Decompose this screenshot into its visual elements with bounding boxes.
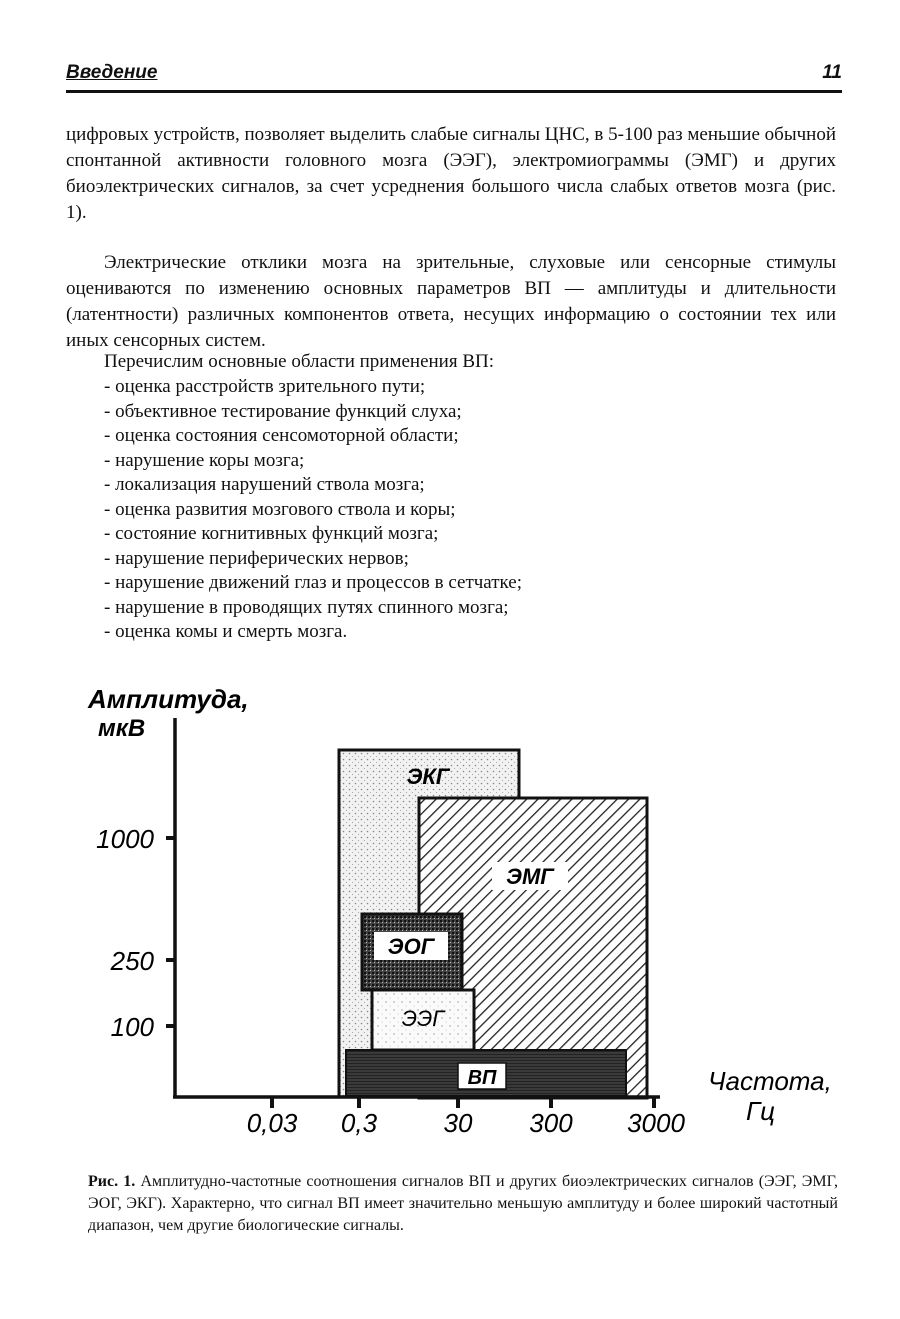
x-tick-label: 30: [443, 1108, 473, 1138]
eog-label: ЭОГ: [387, 934, 435, 959]
list-item: - состояние когнитивных функций мозга;: [104, 522, 522, 547]
x-tick-label: 0,3: [340, 1108, 378, 1138]
list-item: - нарушение в проводящих путях спинного мозга;: [104, 596, 522, 621]
x-axis-unit: Гц: [746, 1096, 776, 1126]
list-item: - оценка состояния сенсомоторной области;: [104, 424, 522, 449]
x-tick-label: 3000: [627, 1108, 685, 1138]
y-axis-label: Амплитуда,: [88, 684, 249, 714]
running-header: [66, 62, 842, 93]
x-tick-label: 0,03: [246, 1108, 298, 1138]
list-item: - оценка расстройств зрительного пути;: [104, 375, 522, 400]
amplitude-frequency-chart: [0, 680, 900, 1160]
list-item: - оценка развития мозгового ствола и коры;: [104, 498, 522, 523]
page-number: 11: [822, 62, 842, 83]
y-tick-label: 1000: [96, 824, 154, 854]
figure-caption: [88, 1171, 838, 1237]
list-item: - нарушение периферических нервов;: [104, 547, 522, 572]
y-tick-label: 100: [110, 1012, 154, 1042]
list-item: - нарушение коры мозга;: [104, 449, 522, 474]
list-item: - объективное тестирование функций слуха;: [104, 400, 522, 425]
eeg-label: ЭЭГ: [401, 1006, 445, 1031]
list-intro: Перечислим основные области применения ВП:: [104, 351, 495, 372]
x-tick-label: 300: [529, 1108, 573, 1138]
paragraph-2: Электрические отклики мозга на зрительные, слуховые или сенсорные стимулы оцениваются по изменению основных параметров ВП — амплитуды и длительности (латентности) различных компонентов ответа, несущих информацию о состоянии тех или иных сенсорных систем.: [66, 252, 836, 351]
chapter-title: Введение: [66, 62, 158, 83]
paragraph-1: цифровых устройств, позволяет выделить слабые сигналы ЦНС, в 5-100 раз меньшие обычной спонтанной активности головного мозга (ЭЭГ), электромиограммы (ЭМГ) и других биоэлектрических сигналов, за счет усреднения большого числа слабых ответов мозга (рис. 1).: [66, 124, 836, 223]
list-item: - локализация нарушений ствола мозга;: [104, 473, 522, 498]
x-axis-label: Частота,: [708, 1066, 832, 1096]
caption-text: Амплитудно-частотные соотношения сигналов ВП и других биоэлектрических сигналов (ЭЭГ, ЭМГ, ЭОГ, ЭКГ). Характерно, что сигнал ВП имеет значительно меньшую амплитуду и более широкий частотный диапазон, чем другие биологические сигналы.: [88, 1173, 839, 1234]
emg-label: ЭМГ: [506, 864, 554, 889]
caption-label: Рис. 1.: [88, 1173, 136, 1190]
y-tick-label: 250: [110, 946, 154, 976]
ecg-label: ЭКГ: [406, 764, 450, 789]
list-item: - оценка комы и смерть мозга.: [104, 620, 522, 645]
list-item: - нарушение движений глаз и процессов в сетчатке;: [104, 571, 522, 596]
vp-label: ВП: [467, 1067, 497, 1089]
applications-list: [104, 375, 522, 645]
y-axis-unit: мкВ: [98, 715, 146, 742]
